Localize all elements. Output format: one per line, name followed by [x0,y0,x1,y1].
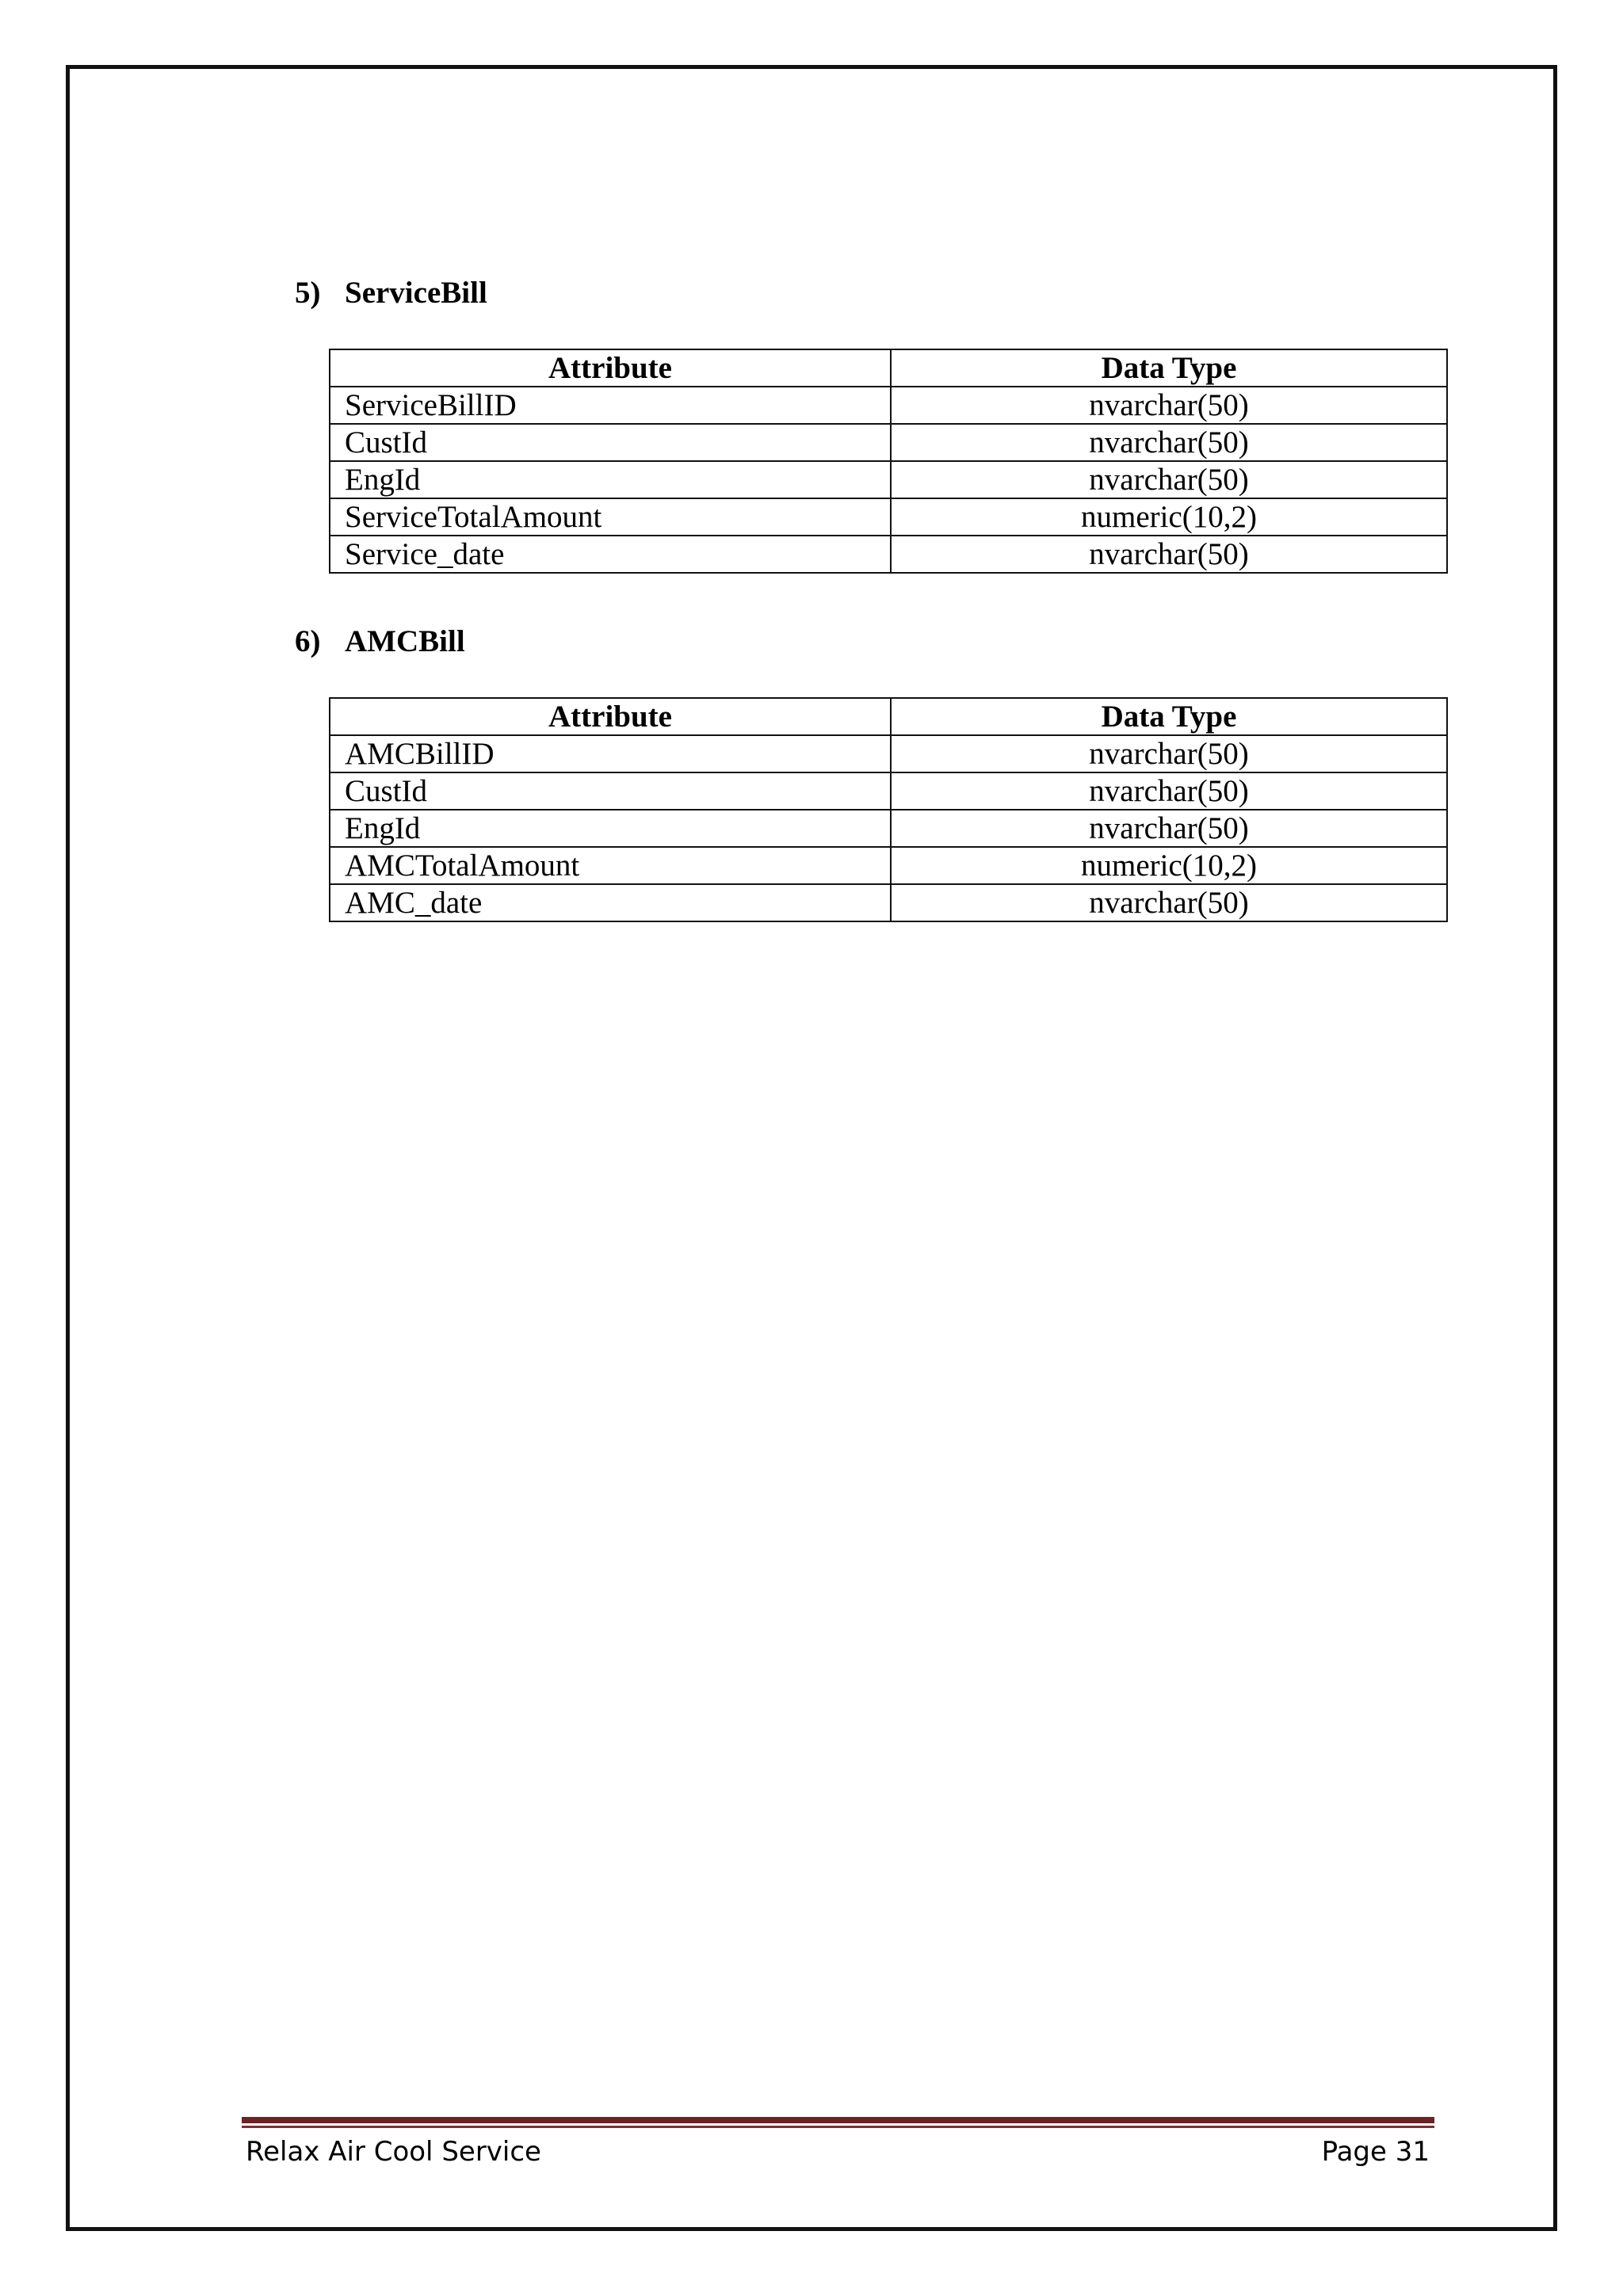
table-header-row [330,349,1447,387]
attribute-cell: Service_date [330,536,891,573]
footer-page-number: Page 31 [1321,2136,1430,2168]
attribute-cell: EngId [330,461,891,498]
footer-document-title: Relax Air Cool Service [246,2136,541,2168]
column-header-data-type: Data Type [891,349,1447,387]
table-row [330,884,1447,921]
table-header-row [330,698,1447,735]
attribute-cell: CustId [330,424,891,461]
data-type-cell: nvarchar(50) [891,810,1447,847]
attribute-cell: ServiceTotalAmount [330,498,891,536]
section-heading-servicebill [295,276,487,311]
column-header-attribute: Attribute [330,349,891,387]
section-title: AMCBill [345,624,465,658]
table-row [330,461,1447,498]
table-row [330,810,1447,847]
data-type-cell: numeric(10,2) [891,847,1447,884]
table-row [330,536,1447,573]
data-type-cell: nvarchar(50) [891,735,1447,772]
attribute-cell: EngId [330,810,891,847]
section-heading-amcbill [295,624,465,659]
footer-rule [242,2117,1434,2123]
amcbill-table [329,697,1448,922]
data-type-cell: nvarchar(50) [891,772,1447,810]
data-type-cell: nvarchar(50) [891,884,1447,921]
attribute-cell: ServiceBillID [330,387,891,424]
footer-rule-thin [242,2126,1434,2128]
column-header-attribute: Attribute [330,698,891,735]
attribute-cell: AMCBillID [330,735,891,772]
data-type-cell: nvarchar(50) [891,424,1447,461]
table-row [330,735,1447,772]
data-type-cell: nvarchar(50) [891,461,1447,498]
table-row [330,387,1447,424]
section-number: 6) [295,624,321,658]
attribute-cell: AMC_date [330,884,891,921]
table-row [330,424,1447,461]
table-row [330,772,1447,810]
data-type-cell: nvarchar(50) [891,536,1447,573]
section-title: ServiceBill [345,276,487,310]
table-row [330,847,1447,884]
attribute-cell: CustId [330,772,891,810]
table-row [330,498,1447,536]
data-type-cell: nvarchar(50) [891,387,1447,424]
attribute-cell: AMCTotalAmount [330,847,891,884]
section-number: 5) [295,276,321,310]
data-type-cell: numeric(10,2) [891,498,1447,536]
servicebill-table [329,349,1448,574]
column-header-data-type: Data Type [891,698,1447,735]
